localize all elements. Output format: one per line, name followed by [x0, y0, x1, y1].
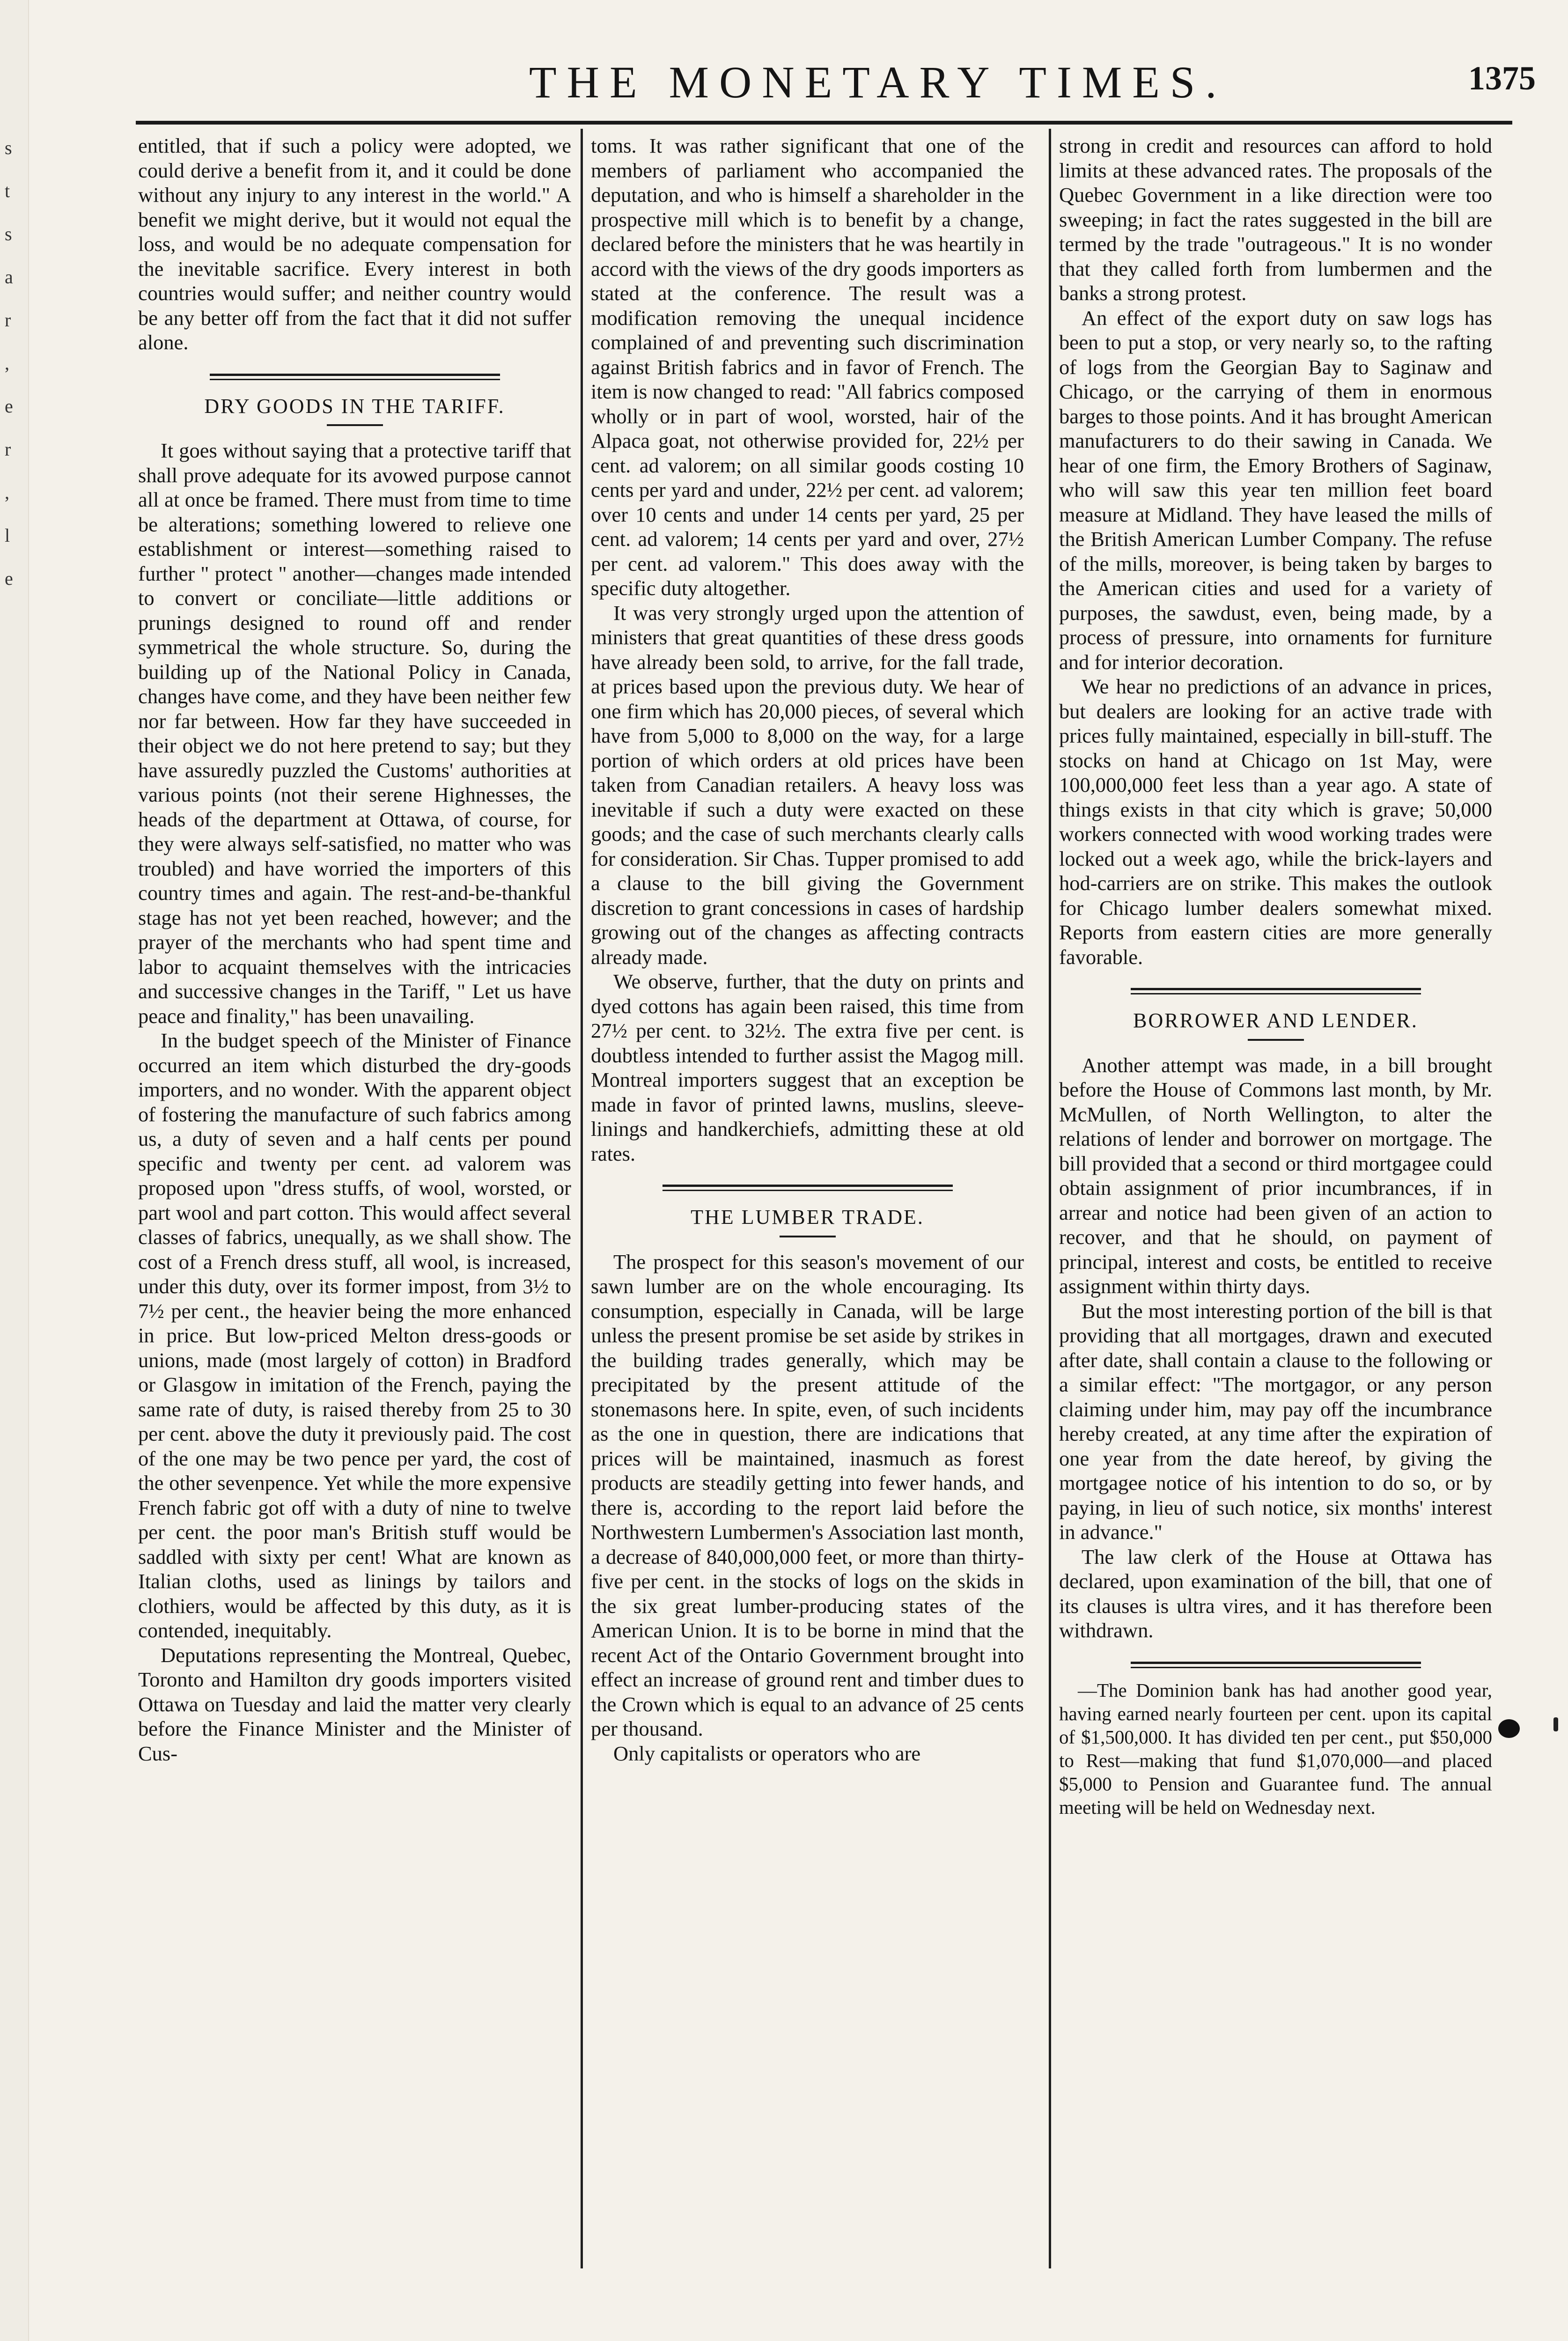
section-divider	[663, 1185, 953, 1191]
paragraph: Deputations representing the Montreal, Quebec, Toronto and Hamilton dry goods importers visited Ottawa on Tuesday and laid the matter very clearly before the Finance Minister and the Minister of Cus-	[138, 1643, 571, 1765]
margin-fragment: ,	[5, 482, 9, 503]
heading-rule	[1248, 1039, 1304, 1041]
margin-fragment: s	[5, 137, 12, 158]
margin-fragment: e	[5, 396, 13, 417]
section-divider	[210, 374, 500, 380]
margin-fragment: a	[5, 266, 13, 287]
article-heading-borrower-lender: BORROWER AND LENDER.	[1133, 1009, 1418, 1032]
margin-fragment: l	[5, 525, 10, 546]
paragraph: Only capitalists or operators who are	[613, 1741, 921, 1765]
paragraph: Another attempt was made, in a bill brought before the House of Commons last month, by Mr. McMullen, of North Wellington, to alter the relations of lender and borrower on mortgage. The bill provided that a second or third mortgagee could obtain assignment of prior incumbrances, if in arrear and notice had been given of an action to recover, and that he should, on payment of principal, interest and costs, be entitled to receive assignment within thirty days.	[1059, 1053, 1492, 1298]
ink-blot	[1498, 1719, 1520, 1738]
article-heading-dry-goods: DRY GOODS IN THE TARIFF.	[204, 394, 505, 418]
margin-fragment: r	[5, 439, 11, 460]
paragraph: But the most interesting portion of the bill is that providing that all mortgages, drawn and executed after date, shall contain a clause to the following or a similar effect: "The mortgagor, or any person claiming under him, may pay off the incumbrance hereby created, at any time after the expiration of one year from the date hereof, by giving the mortgagee notice of his intention to do so, or by paying, in lieu of such notice, six months' interest in advance."	[1059, 1299, 1492, 1544]
column-rule	[581, 129, 583, 2268]
masthead-title: THE MONETARY TIMES.	[529, 57, 1227, 107]
heading-rule	[327, 424, 383, 426]
margin-fragments	[5, 126, 19, 600]
margin-fragment: r	[5, 309, 11, 331]
page-number: 1375	[1468, 59, 1536, 97]
column-1	[138, 133, 571, 1766]
paragraph: strong in credit and resources can afford to hold limits at these advanced rates. The proposals of the Quebec Government in a like direction were too sweeping; in fact the rates suggested in the bill are termed by the trade "outrageous." It is no wonder that they called forth from lumbermen and the banks a strong protest.	[1059, 134, 1492, 305]
column-2	[591, 133, 1024, 1766]
section-divider	[1131, 988, 1421, 994]
margin-fragment: t	[5, 180, 10, 201]
paragraph: —The Dominion bank has had another good year, having earned nearly fourteen per cent. upon its capital of $1,500,000. It has divided ten per cent., put $50,000 to Rest—making that fund $1,070,000—and placed $5,000 to Pension and Guarantee fund. The annual meeting will be held on Wednesday next.	[1059, 1679, 1492, 1818]
paragraph: The prospect for this season's movement of our sawn lumber are on the whole encouraging. Its consumption, especially in Canada, will be large unless the present promise be set aside by strikes in the building trades generally, which may be precipitated by the present attitude of the stonemasons here. In spite, even, of such incidents as the one in question, there are indications that prices will be maintained, inasmuch as forest products are steadily getting into fewer hands, and there is, according to the report laid before the Northwestern Lumbermen's Association last month, a decrease of 840,000,000 feet, or more than thirty-five per cent. in the stocks of logs on the skids in the six great lumber-producing states of the American Union. It is to be borne in mind that the recent Act of the Ontario Government brought into effect an increase of ground rent and timber dues to the Crown which is equal to an advance of 25 cents per thousand.	[591, 1250, 1024, 1740]
column-3	[1059, 133, 1492, 1819]
paragraph: We hear no predictions of an advance in prices, but dealers are looking for an active trade with prices fully maintained, especially in bill-stuff. The stocks on hand at Chicago on 1st May, were 100,000,000 feet less than a year ago. A state of things exists in that city which is grave; 50,000 workers connected with wood working trades were locked out a week ago, while the brick-layers and hod-carriers are on strike. This makes the outlook for Chicago lumber dealers somewhat mixed. Reports from eastern cities are more generally favorable.	[1059, 675, 1492, 969]
column-rule	[1049, 129, 1051, 2268]
margin-fragment: s	[5, 223, 12, 244]
margin-fragment: e	[5, 568, 13, 589]
paragraph: It was very strongly urged upon the attention of ministers that great quantities of these dress goods have already been sold, to arrive, for the fall trade, at prices based upon the previous duty. We hear of one firm which has 20,000 pieces, of several which have from 5,000 to 8,000 on the way, for a large portion of which orders at old prices have been taken from Canadian retailers. A heavy loss was inevitable if such a duty were exacted on these goods; and the case of such merchants clearly calls for consideration. Sir Chas. Tupper promised to add a clause to the bill giving the Government discretion to grant concessions in cases of hardship growing out of the changes as affecting contracts already made.	[591, 601, 1024, 969]
ink-mark	[1553, 1717, 1558, 1731]
dominion-bank-note	[1059, 1678, 1492, 1819]
paragraph: entitled, that if such a policy were adopted, we could derive a benefit from it, and it could be done without any injury to any interest in the world." A benefit we might derive, but it would not equal the loss, and would be no adequate compensation for the inevitable sacrifice. Every interest in both countries would suffer; and neither country would be any better off from the fact that it did not suffer alone.	[138, 134, 571, 354]
paragraph: We observe, further, that the duty on prints and dyed cottons has again been raised, this time from 27½ per cent. to 32½. The extra five per cent. is doubtless intended to further assist the Magog mill. Montreal importers suggest that an exception be made in favor of printed lawns, muslins, sleeve-linings and handkerchiefs, admitting these at old rates.	[591, 970, 1024, 1165]
paragraph: It goes without saying that a protective tariff that shall prove adequate for its avowed purpose cannot all at once be framed. There must from time to time be alterations; something lowered to relieve one establishment or interest—something raised to further " protect " another—changes made intended to convert or conciliate—little additions or prunings designed to round off and render symmetrical the whole structure. So, during the building up of the National Policy in Canada, changes have come, and they have been neither few nor far between. How far they have succeeded in their object we do not here pretend to say; but they have assuredly puzzled the Customs' authorities at various points (not their serene Highnesses, the heads of the department at Ottawa, of course, for they were always self-satisfied, no matter who was troubled) and have worried the importers of this country times and again. The rest-and-be-thankful stage has not yet been reached, however; and the prayer of the merchants who had spent time and labor to acquaint themselves with the intricacies and successive changes in the Tariff, " Let us have peace and finality," has been unavailing.	[138, 439, 571, 1028]
paragraph: In the budget speech of the Minister of Finance occurred an item which disturbed the dry-goods importers, and no wonder. With the apparent object of fostering the manufacture of such fabrics among us, a duty of seven and a half cents per pound specific and twenty per cent. ad valorem was proposed upon "dress stuffs, of wool, worsted, or part wool and part cotton. This would affect several classes of fabrics, unequally, as we shall show. The cost of a French dress stuff, all wool, is increased, under this duty, over its former impost, from 3½ to 7½ per cent., the heavier being the more enhanced in price. But low-priced Melton dress-goods or unions, made (most largely of cotton) in Bradford or Glasgow in imitation of the French, paying the same rate of duty, is raised thereby from 25 to 30 per cent. above the duty it previously paid. The cost of the one may be two pence per yard, the cost of the other sevenpence. Yet while the more expensive French fabric got off with a duty of nine to twelve per cent. the poor man's British stuff would be saddled with sixty per cent! What are known as Italian cloths, used as linings by tailors and clothiers, would be affected by this duty, as it is contended, inequitably.	[138, 1029, 571, 1642]
paragraph: The law clerk of the House at Ottawa has declared, upon examination of the bill, that one of its clauses is ultra vires, and it has therefore been withdrawn.	[1059, 1545, 1492, 1642]
masthead	[94, 47, 1545, 117]
section-divider	[1131, 1662, 1421, 1668]
masthead-rule	[136, 121, 1512, 125]
article-heading-lumber-trade: THE LUMBER TRADE.	[691, 1206, 924, 1229]
margin-fragment: ,	[5, 353, 9, 374]
paragraph: An effect of the export duty on saw logs has been to put a stop, or very nearly so, to the rafting of logs from the Georgian Bay to Saginaw and Chicago, or the carrying of them in enormous barges to those points. And it has brought American manufacturers to do their sawing in Canada. We hear of one firm, the Emory Brothers of Saginaw, who will saw this year ten million feet board measure at Midland. They have leased the mills of the British American Lumber Company. The refuse of the mills, moreover, is being taken by barges to the American cities and used for a variety of purposes, the sawdust, even, being made, by a process of pressure, into ornaments for furniture and for interior decoration.	[1059, 306, 1492, 674]
paragraph: toms. It was rather significant that one of the members of parliament who accompanied the deputation, and who is himself a shareholder in the prospective mill which is to benefit by a change, declared before the ministers that he was heartily in accord with the views of the dry goods importers as stated at the conference. The result was a modification removing the unequal incidence complained of and preventing such discrimination against British fabrics and in favor of French. The item is now changed to read: "All fabrics composed wholly or in part of wool, worsted, hair of the Alpaca goat, not otherwise provided for, 22½ per cent. ad valorem; on all similar goods costing 10 cents per yard and under, 22½ per cent. ad valorem; over 10 cents and under 14 cents per yard, 25 per cent. ad valorem; 14 cents per yard and over, 27½ per cent. ad valorem." This does away with the specific duty altogether.	[591, 134, 1024, 600]
heading-rule	[780, 1236, 836, 1237]
left-margin-strip	[0, 0, 29, 2341]
